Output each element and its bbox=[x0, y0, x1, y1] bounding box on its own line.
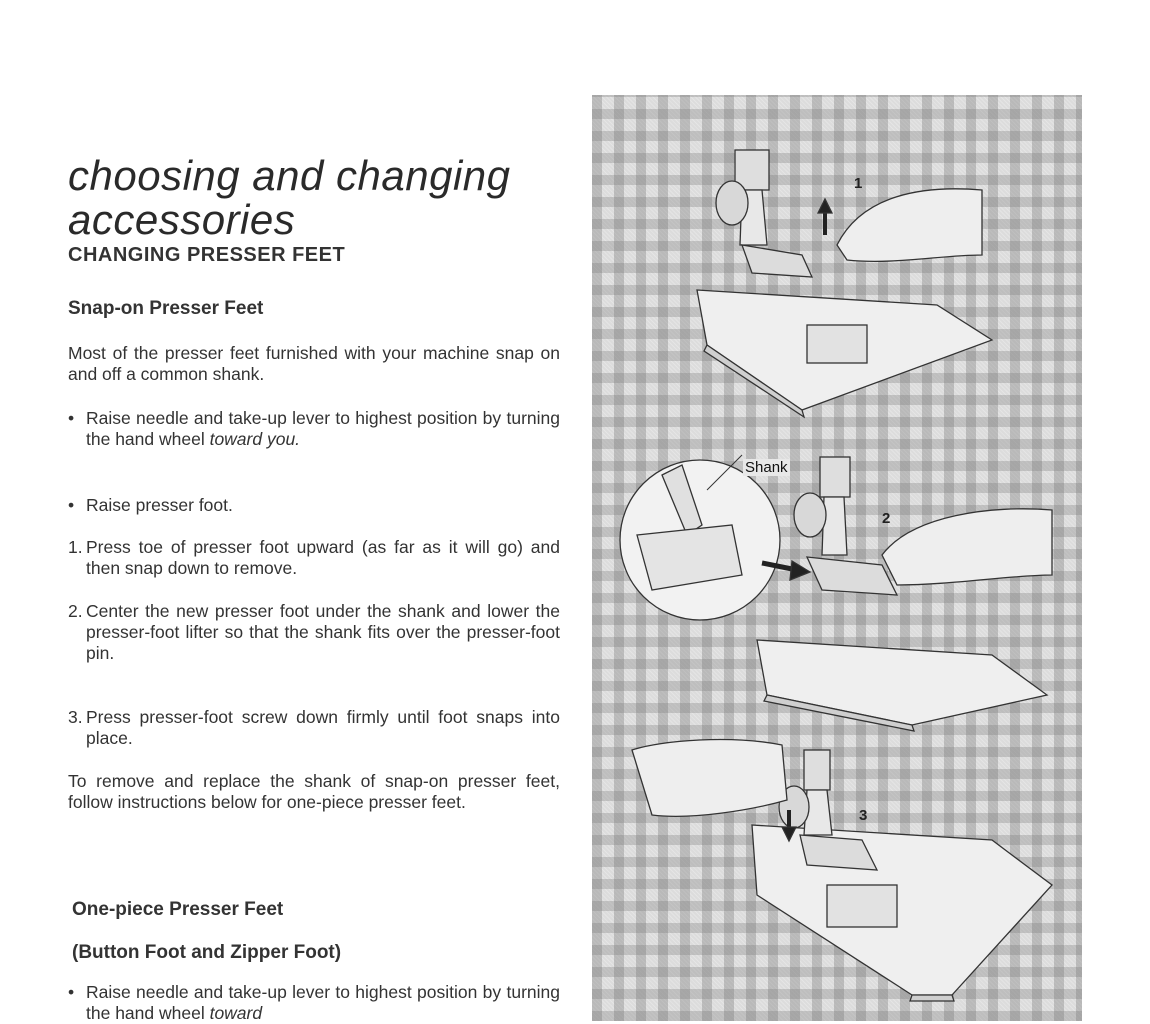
step-3 bbox=[68, 707, 560, 749]
figure-label-2: 2 bbox=[882, 510, 891, 527]
bullet-emphasis: toward bbox=[209, 1003, 263, 1023]
step-number: 2. bbox=[68, 601, 83, 621]
one-piece-heading: One-piece Presser Feet bbox=[72, 899, 284, 920]
snap-on-bullet-2 bbox=[68, 495, 560, 516]
snap-on-outro: To remove and replace the shank of snap-on presser feet, follow instructions below for one-piece presser feet. bbox=[68, 771, 560, 812]
step-text: Press toe of presser foot upward (as far as it will go) and then snap down to remove. bbox=[86, 537, 560, 578]
figure-label-1: 1 bbox=[854, 175, 863, 192]
step-1 bbox=[68, 537, 560, 579]
page-title: choosing and changing accessories bbox=[68, 152, 511, 244]
bullet-marker: • bbox=[68, 408, 75, 428]
step-text: Center the new presser foot under the shank and lower the presser-foot lifter so that the shank fits over the presser-foot pin. bbox=[86, 601, 560, 663]
bullet-marker: • bbox=[68, 982, 75, 1002]
step-2 bbox=[68, 601, 560, 664]
snap-on-heading: Snap-on Presser Feet bbox=[68, 298, 264, 319]
bullet-marker: • bbox=[68, 495, 75, 515]
step-number: 3. bbox=[68, 707, 83, 727]
figure-label-3: 3 bbox=[859, 807, 868, 824]
snap-on-bullet-1 bbox=[68, 408, 560, 450]
one-piece-subheading: (Button Foot and Zipper Foot) bbox=[72, 942, 342, 963]
step-number: 1. bbox=[68, 537, 83, 557]
step-text: Press presser-foot screw down firmly until foot snaps into place. bbox=[86, 707, 560, 748]
shank-label: Shank bbox=[745, 459, 788, 476]
illustration-panel bbox=[592, 95, 1082, 1021]
snap-on-intro: Most of the presser feet furnished with your machine snap on and off a common shank. bbox=[68, 343, 560, 384]
one-piece-bullet-1 bbox=[68, 982, 560, 1024]
bullet-text: Raise needle and take-up lever to highest position by turning the hand wheel bbox=[86, 408, 560, 449]
bullet-text: Raise needle and take-up lever to highest position by turning the hand wheel bbox=[86, 982, 560, 1023]
bullet-emphasis: toward you. bbox=[209, 429, 301, 449]
bullet-text: Raise presser foot. bbox=[86, 495, 233, 515]
section-heading: CHANGING PRESSER FEET bbox=[68, 244, 346, 266]
illustration-drawing bbox=[592, 95, 1082, 1021]
